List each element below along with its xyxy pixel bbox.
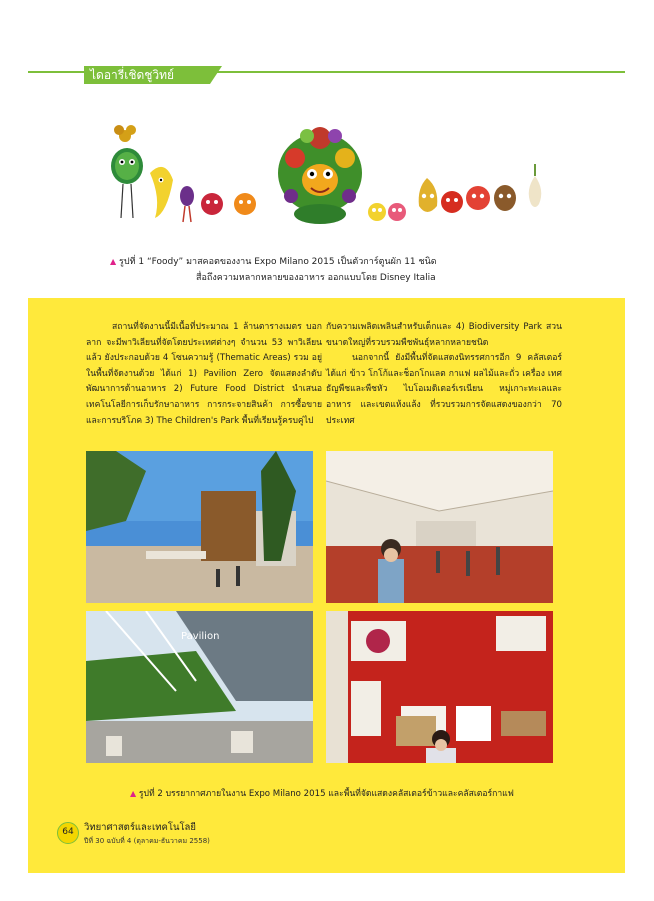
mascot-grape bbox=[114, 125, 136, 142]
body-paragraph: นอกจากนี้ ยังมีพื้นที่จัดแสดงนิทรรศการอีก 9 คลัสเตอร์ ได้แก่ ข้าว โกโก้และช็อกโกแลต กาแฟ ผลไม้และถั่ว เครื่อง เทศ ธัญพืชและพืชหัว ไบโอเมดิเตอร์เรเนียน หมู่เกาะทะเลและ อาหาร และเขตแห้งแล้ง ที่รวบรวมการจัดแสดงของกว่า 70 ประเทศ bbox=[326, 353, 562, 426]
foody-mascot-illustration bbox=[95, 118, 565, 236]
mascot-arcimboldo-center bbox=[278, 127, 362, 224]
body-column-left bbox=[86, 320, 322, 429]
section-title-tab bbox=[84, 66, 210, 84]
section-title: ไดอารี่เชิดชูวิทย์ bbox=[90, 68, 175, 82]
figure2-caption-text: บรรยากาศภายในงาน Expo Milano 2015 และพื้นที่จัดแสดงคลัสเตอร์ข้าวและคลัสเตอร์กาแฟ bbox=[165, 789, 514, 799]
pavilion-sign-text: Pavilion bbox=[181, 631, 220, 642]
body-paragraph: กับความเพลิดเพลินสำหรับเด็กและ 4) Biodiversity Park สวน ขนาดใหญ่ที่รวบรวมพืชพันธุ์หลากหลายชนิด bbox=[326, 322, 562, 348]
photo-expo-canopy-walkway bbox=[326, 451, 553, 603]
triangle-marker-icon: ▲ bbox=[110, 257, 117, 266]
mascot-watermelon bbox=[111, 148, 143, 218]
triangle-marker-icon: ▲ bbox=[130, 789, 137, 798]
mascot-fig bbox=[180, 186, 194, 222]
mascot-mushroom-pair bbox=[368, 203, 406, 221]
figure1-caption-prefix: รูปที่ 1 bbox=[119, 257, 145, 267]
body-column-right bbox=[326, 320, 562, 429]
photo-expo-pavilion-exterior bbox=[86, 451, 313, 603]
issue-info: ปีที่ 30 ฉบับที่ 4 (ตุลาคม-ธันวาคม 2558) bbox=[84, 837, 210, 845]
figure2-caption-prefix: รูปที่ 2 bbox=[138, 789, 163, 799]
figure2-caption bbox=[130, 787, 514, 801]
figure1-caption-line2: สื่อถึงความหลากหลายของอาหาร ออกแบบโดย Disney Italia bbox=[196, 273, 436, 283]
mascot-coconut bbox=[494, 185, 516, 211]
mascot-pomegranate-right bbox=[466, 186, 490, 210]
mascot-apple bbox=[441, 191, 463, 213]
mascot-pear bbox=[419, 178, 438, 212]
photo-pavilion-zero-entrance bbox=[86, 611, 313, 763]
mascot-garlic bbox=[529, 164, 542, 207]
page-number: 64 bbox=[62, 827, 74, 837]
mascot-pomegranate bbox=[201, 193, 223, 215]
photo-coffee-cluster-display bbox=[326, 611, 553, 763]
page-number-badge bbox=[57, 822, 79, 844]
body-paragraph: สถานที่จัดงานนี้มีเนื้อที่ประมาณ 1 ล้านตารางเมตร บอกลาก จะมีพาวิเลียนที่จัดโดยประเทศต่างๆ จำนวน 53 พาวิเลียน แล้ว ยังประกอบด้วย 4 โซนความรู้ (Thematic Areas) รวม อยู่ในพื้นที่จัดงานด้วย ได้แก่ 1) Pavilion Zero จัดแสดงลำดับ พัฒนาการด้านอาหาร 2) Future Food District นำเสนอ เทคโนโลยีการเก็บรักษาอาหาร การกระจายสินค้า การซื้อขาย และการบริโภค 3) The Children's Park พื้นที่เรียนรู้ครบคู่ไป bbox=[86, 322, 322, 426]
figure1-caption-line1: “Foody” มาสคอตของงาน Expo Milano 2015 เป็นตัวการ์ตูนผัก 11 ชนิด bbox=[146, 257, 437, 267]
magazine-title: วิทยาศาสตร์และเทคโนโลยี bbox=[84, 822, 196, 833]
figure1-caption bbox=[110, 254, 580, 286]
mascot-banana bbox=[150, 167, 173, 218]
mascot-orange bbox=[234, 193, 256, 215]
